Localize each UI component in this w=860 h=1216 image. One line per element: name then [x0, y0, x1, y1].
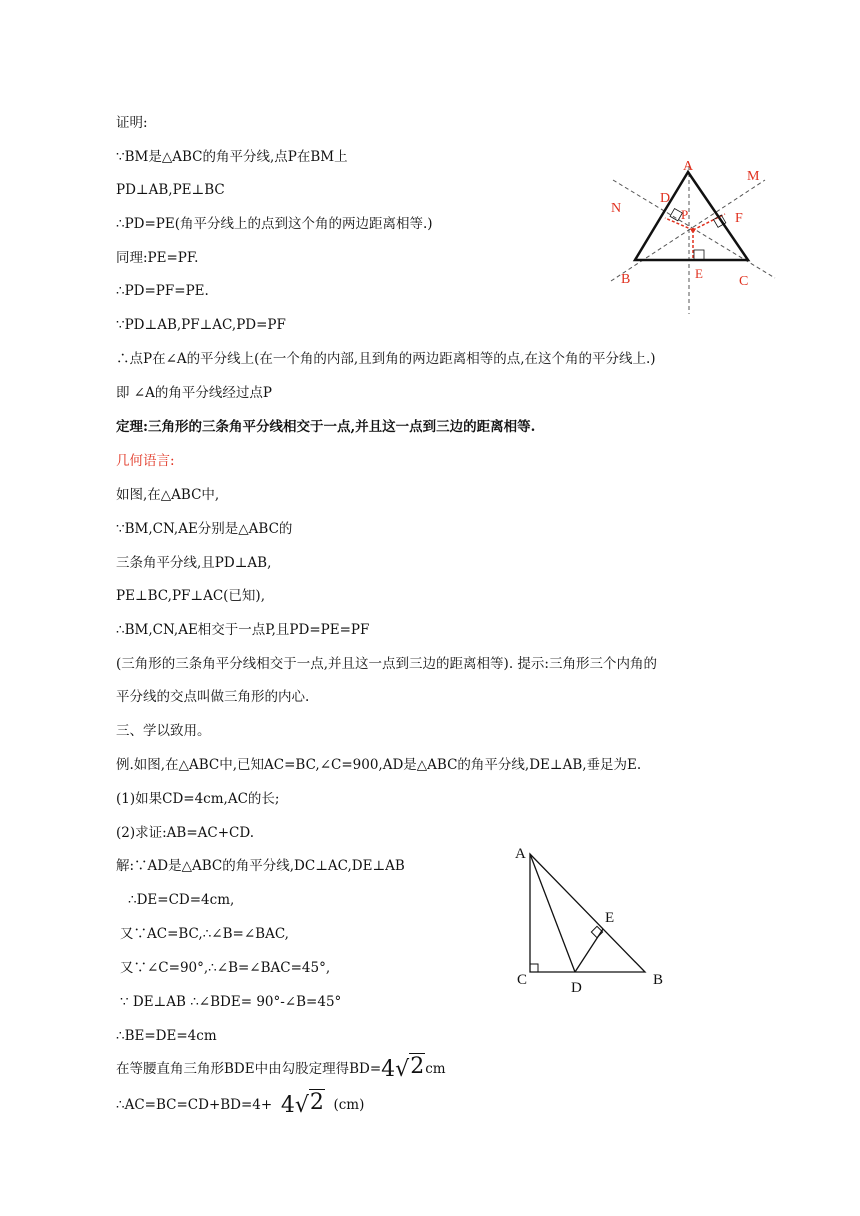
figure-right-triangle — [505, 840, 675, 1000]
label-p: P — [681, 207, 689, 222]
ac-radicand: 2 — [309, 1090, 324, 1115]
triangle-abc — [635, 172, 748, 260]
geometry-line-5: ∴BM,CN,AE相交于一点P,且PD=PE=PF — [116, 622, 370, 638]
proof-line-1: ∵BM是△ABC的角平分线,点P在BM上 — [116, 149, 348, 165]
solution-line-1: 解:∵AD是△ABC的角平分线,DC⊥AC,DE⊥AB — [116, 858, 405, 874]
label-e: E — [695, 266, 703, 281]
label-m: M — [747, 169, 760, 184]
sqrt-symbol: √ — [395, 1057, 410, 1082]
geometry-line-4: PE⊥BC,PF⊥AC(已知), — [116, 588, 265, 604]
solution-line-5: ∵ DE⊥AB ∴∠BDE= 90°-∠B=45° — [120, 994, 342, 1010]
geometry-line-1: 如图,在△ABC中, — [116, 487, 220, 503]
solution-line-8 — [116, 1090, 365, 1118]
sqrt-symbol: √ — [294, 1093, 309, 1118]
proof-line-2: PD⊥AB,PE⊥BC — [116, 182, 225, 198]
geometry-heading: 几何语言: — [116, 453, 175, 469]
label-n: N — [611, 201, 622, 216]
proof-line-3: ∴PD=PE(角平分线上的点到这个角的两边距离相等.) — [116, 216, 433, 232]
label-b: B — [621, 272, 631, 287]
label-c: C — [739, 274, 749, 289]
solution-line-6: ∴BE=DE=4cm — [116, 1028, 217, 1044]
geometry-line-2: ∵BM,CN,AE分别是△ABC的 — [116, 521, 293, 537]
bd-coefficient: 4 — [381, 1057, 396, 1082]
ac-coefficient: 4 — [280, 1093, 295, 1118]
segment-ad — [530, 854, 575, 972]
segment-pf — [693, 214, 725, 230]
label-d2: D — [571, 980, 582, 996]
right-angle-c — [530, 964, 538, 972]
geometry-line-3: 三条角平分线,且PD⊥AB, — [116, 555, 272, 571]
label-d: D — [660, 191, 671, 206]
bd-unit: cm — [425, 1061, 446, 1077]
solution-line-7-text: 在等腰直角三角形BDE中由勾股定理得BD= — [116, 1061, 382, 1077]
ac-unit: (cm) — [333, 1097, 365, 1113]
right-angle-e — [694, 250, 704, 260]
theorem: 定理:三角形的三条角平分线相交于一点,并且这一点到三边的距离相等. — [116, 419, 536, 435]
geometry-line-6: (三角形的三条角平分线相交于一点,并且这一点到三边的距离相等). 提示:三角形三个内角的 — [116, 656, 657, 672]
proof-line-5: ∴PD=PF=PE. — [116, 283, 209, 299]
geometry-line-7: 平分线的交点叫做三角形的内心. — [116, 689, 310, 705]
solution-line-7 — [116, 1054, 446, 1082]
label-a2: A — [515, 846, 526, 862]
label-a: A — [683, 159, 694, 174]
proof-line-6: ∵PD⊥AB,PF⊥AC,PD=PF — [116, 317, 286, 333]
proof-line-7: ∴点P在∠A的平分线上(在一个角的内部,且到角的两边距离相等的点,在这个角的平分线上.) — [116, 351, 656, 367]
solution-line-3: 又∵AC=BC,∴∠B=∠BAC, — [120, 926, 289, 942]
proof-line-8: 即 ∠A的角平分线经过点P — [116, 385, 272, 401]
example-line-2: (1)如果CD=4cm,AC的长; — [116, 791, 280, 807]
proof-line-4: 同理:PE=PF. — [116, 250, 199, 266]
bisector-bm — [611, 180, 765, 281]
label-c2: C — [517, 972, 528, 988]
solution-line-8-text: ∴AC=BC=CD+BD=4+ — [116, 1097, 273, 1113]
section-heading: 三、学以致用。 — [116, 723, 211, 739]
solution-line-2: ∴DE=CD=4cm, — [128, 892, 235, 908]
figure-bisector-triangle — [585, 150, 785, 320]
proof-heading: 证明: — [116, 115, 148, 131]
label-b2: B — [653, 972, 664, 988]
label-f: F — [735, 211, 743, 226]
point-p — [691, 228, 695, 232]
triangle-acb — [530, 854, 645, 972]
example-line-3: (2)求证:AB=AC+CD. — [116, 825, 255, 841]
example-line-1: 例.如图,在△ABC中,已知AC=BC,∠C=900,AD是△ABC的角平分线,DE⊥AB,垂足为E. — [116, 757, 642, 773]
solution-line-4: 又∵∠C=90°,∴∠B=∠BAC=45°, — [120, 960, 331, 976]
bd-radicand: 2 — [410, 1054, 425, 1079]
label-e2: E — [605, 910, 615, 926]
